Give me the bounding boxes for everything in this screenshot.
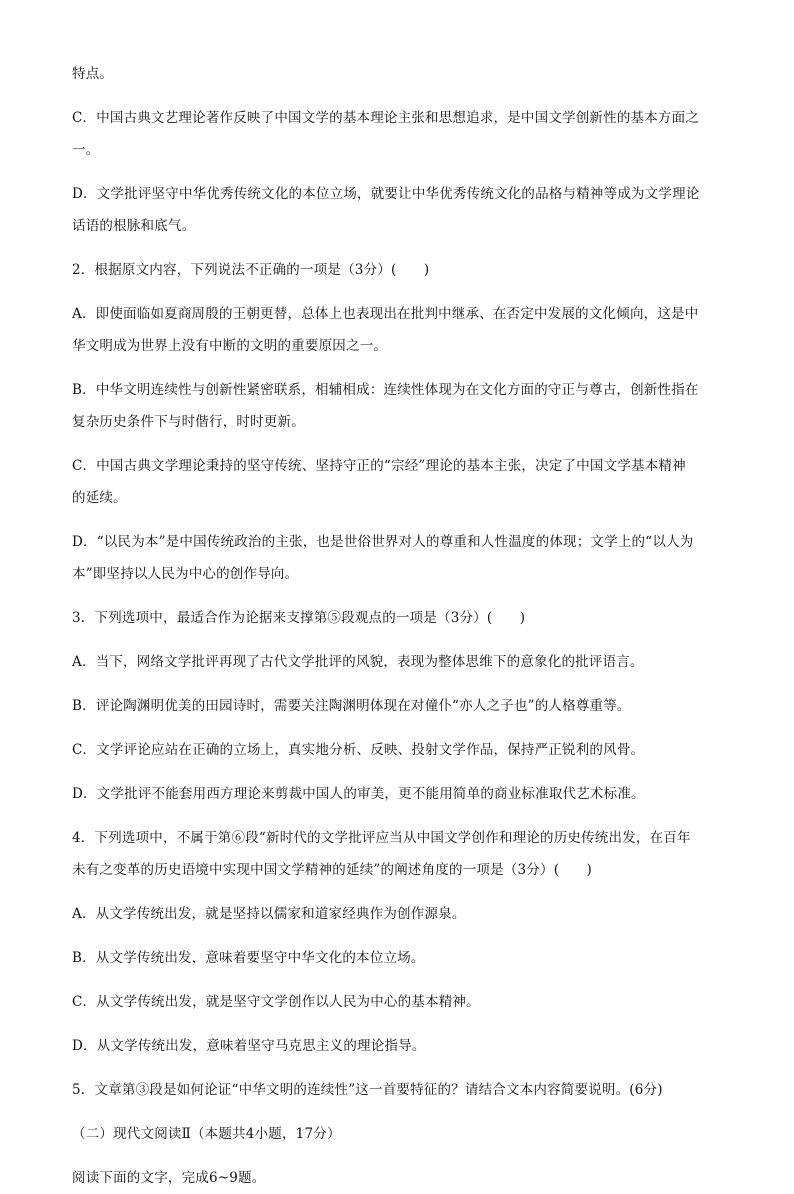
text-line: D．“以民为本”是中国传统政治的主张，也是世俗世界对人的尊重和人性温度的体现；文学上的“以人为 (72, 534, 694, 550)
question-2: 2．根据原文内容，下列说法不正确的一项是（3分）( ) (72, 262, 430, 278)
text-line: A．从文学传统出发，就是坚持以儒家和道家经典作为创作源泉。 (72, 906, 466, 922)
question-3: 3．下列选项中，最适合作为论据来支撑第⑤段观点的一项是（3分）( ) (72, 610, 526, 626)
text-line: D．文学批评不能套用西方理论来剪裁中国人的审美，更不能用简单的商业标准取代艺术标准。 (72, 786, 645, 802)
text-line: 未有之变革的历史语境中实现中国文学精神的延续”的阐述角度的一项是（3分）( ) (72, 862, 593, 878)
text-line: B．从文学传统出发，意味着要坚守中华文化的本位立场。 (72, 950, 425, 966)
text-line: A．即使面临如夏商周殷的王朝更替，总体上也表现出在批判中继承、在否定中发展的文化倾向，这是中 (72, 306, 699, 322)
text-line: 一。 (72, 142, 100, 158)
instruction-line: 阅读下面的文字，完成6~9题。 (72, 1170, 266, 1186)
text-line: 华文明成为世界上没有中断的文明的重要原因之一。 (72, 338, 388, 354)
text-line: D．文学批评坚守中华优秀传统文化的本位立场，就要让中华优秀传统文化的品格与精神等成为文学理论 (72, 186, 700, 202)
text-line: 话语的根脉和底气。 (72, 218, 196, 234)
text-line: 本”即坚持以人民为中心的创作导向。 (72, 566, 299, 582)
text-line: C．中国古典文艺理论著作反映了中国文学的基本理论主张和思想追求，是中国文学创新性的基本方面之 (72, 110, 700, 126)
text-line: 的延续。 (72, 490, 127, 506)
text-line: 复杂历史条件下与时偕行，时时更新。 (72, 414, 305, 430)
text-line: D．从文学传统出发，意味着坚守马克思主义的理论指导。 (72, 1038, 426, 1054)
section-heading: （二）现代文阅读Ⅱ（本题共4小题，17分） (72, 1126, 341, 1142)
text-line: B．中华文明连续性与创新性紧密联系，相辅相成：连续性体现为在文化方面的守正与尊古，创新性指在 (72, 382, 699, 398)
text-line: B．评论陶渊明优美的田园诗时，需要关注陶渊明体现在对僮仆“亦人之子也”的人格尊重等。 (72, 698, 631, 714)
text-line: C．从文学传统出发，就是坚守文学创作以人民为中心的基本精神。 (72, 994, 480, 1010)
document-page (72, 58, 720, 1194)
text-line: C．中国古典文学理论秉持的坚守传统、坚持守正的“宗经”理论的基本主张，决定了中国文学基本精神 (72, 458, 686, 474)
question-5: 5．文章第③段是如何论证“中华文明的连续性”这一首要特征的？请结合文本内容简要说明。(6分) (72, 1082, 663, 1098)
question-4: 4．下列选项中，不属于第⑥段“新时代的文学批评应当从中国文学创作和理论的历史传统出发，在百年 (72, 830, 691, 846)
text-line: C．文学评论应站在正确的立场上，真实地分析、反映、投射文学作品，保持严正锐利的风骨。 (72, 742, 645, 758)
text-line: 特点。 (72, 66, 114, 82)
text-line: A．当下，网络文学批评再现了古代文学批评的风貌，表现为整体思维下的意象化的批评语言。 (72, 654, 644, 670)
